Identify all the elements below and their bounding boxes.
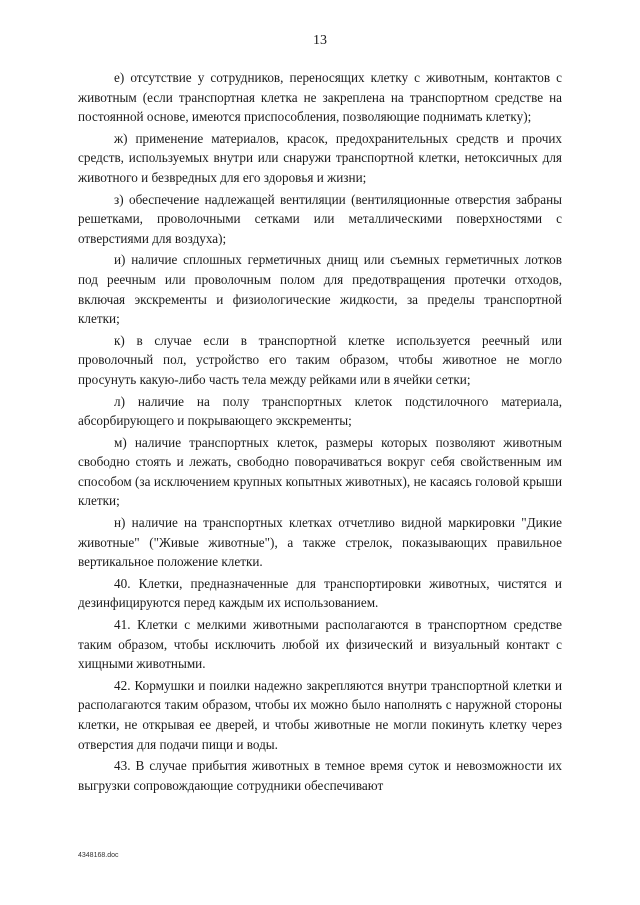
paragraph-n: н) наличие на транспортных клетках отчетливо видной маркировки "Дикие животные" ("Живые животные"), а также стрелок, показывающих правильное вертикальное положение клетки. bbox=[78, 515, 562, 570]
paragraph-k: к) в случае если в транспортной клетке используется реечный или проволочный пол, устройство его таким образом, чтобы животное не могло просунуть какую-либо часть тела между рейками или в ячейки сетки; bbox=[78, 332, 562, 387]
paragraph-z: з) обеспечение надлежащей вентиляции (вентиляционные отверстия забраны решетками, проволочными сетками или металлическими поверхностями с отверстиями для воздуха); bbox=[78, 191, 562, 246]
paragraph-zh: ж) применение материалов, красок, предохранительных средств и прочих средств, используемых внутри или снаружи транспортной клетки, нетоксичных для животного и безвредных для его здоровья и жизни; bbox=[78, 130, 562, 185]
page-number: 13 bbox=[313, 33, 327, 48]
paragraph-e: е) отсутствие у сотрудников, переносящих клетку с животным, контактов с животным (если транспортная клетка не закреплена на транспортном средстве на постоянной основе, имеются приспособления, позволяющие поднимать клетку); bbox=[78, 70, 562, 125]
paragraph-43: 43. В случае прибытия животных в темное время суток и невозможности их выгрузки сопровождающие сотрудники обеспечивают bbox=[78, 758, 562, 793]
footer-filename: 4348168.doc bbox=[78, 852, 119, 859]
paragraph-42: 42. Кормушки и поилки надежно закрепляются внутри транспортной клетки и располагаются таким образом, чтобы их можно было наполнять с наружной стороны клетки, не открывая ее дверей, и чтобы животные не могли покинуть клетку через отверстия для подачи пищи и воды. bbox=[78, 677, 562, 752]
paragraph-41: 41. Клетки с мелкими животными располагаются в транспортном средстве таким образом, чтобы исключить любой их физический и визуальный контакт с хищными животными. bbox=[78, 617, 562, 672]
paragraph-40: 40. Клетки, предназначенные для транспортировки животных, чистятся и дезинфицируются перед каждым их использованием. bbox=[78, 575, 562, 611]
paragraph-m: м) наличие транспортных клеток, размеры которых позволяют животным свободно стоять и лежать, свободно поворачиваться вокруг себя свойственным им способом (за исключением крупных копытных животных), не касаясь головой крыши клетки; bbox=[78, 434, 562, 509]
paragraph-l: л) наличие на полу транспортных клеток подстилочного материала, абсорбирующего и покрывающего экскременты; bbox=[78, 393, 562, 429]
document-body bbox=[78, 68, 562, 797]
paragraph-i: и) наличие сплошных герметичных днищ или съемных герметичных лотков под реечным или проволочным полом для предотвращения протечки отходов, включая экскременты и физиологические жидкости, за пределы транспортной клетки; bbox=[78, 252, 562, 327]
